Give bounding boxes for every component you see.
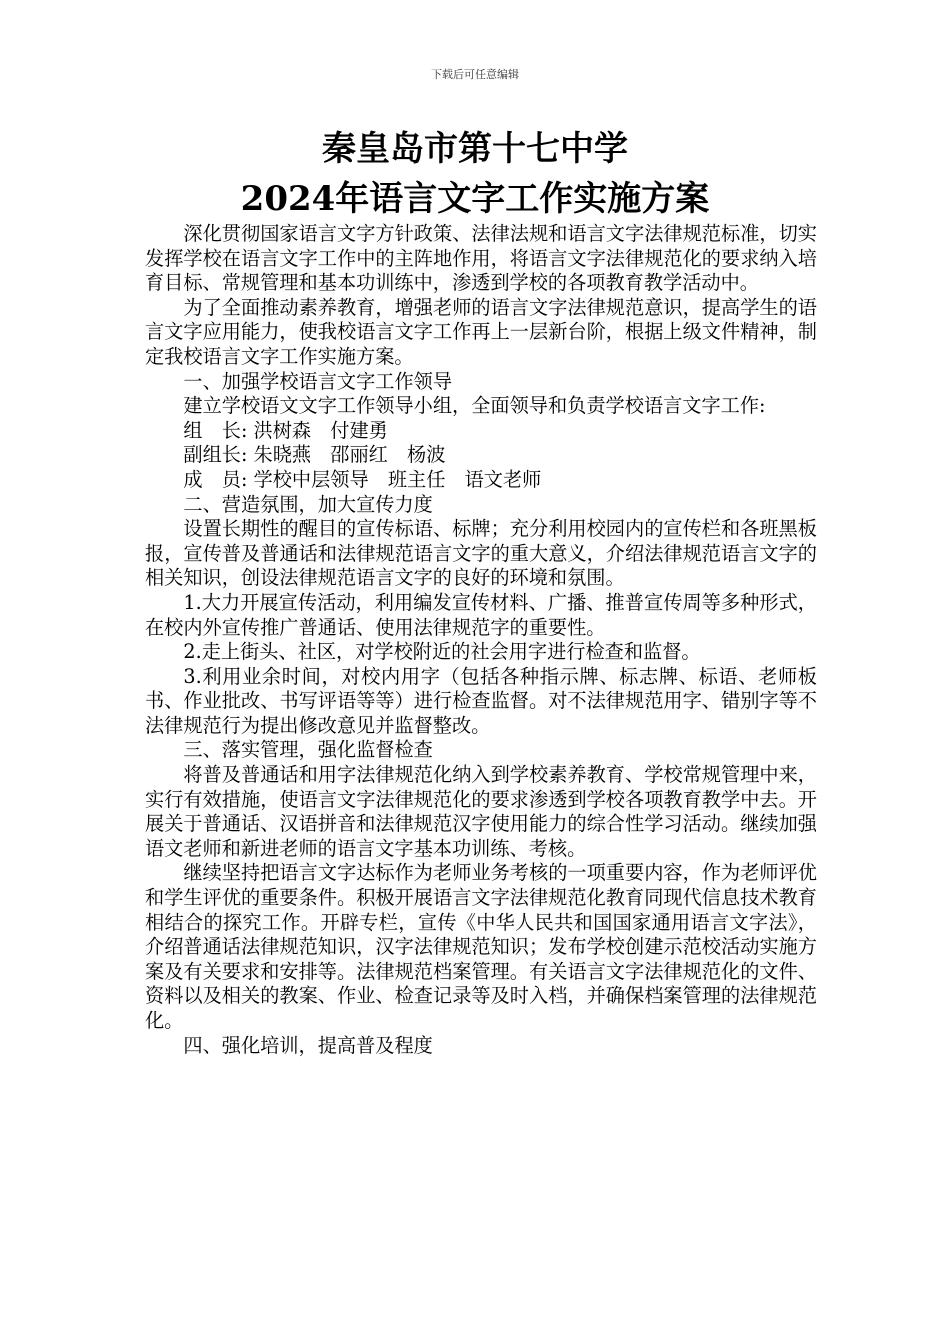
list-item: 2.走上街头、社区，对学校附近的社会用字进行检查和监督。 xyxy=(183,640,701,664)
list-item: 1.大力开展宣传活动，利用编发宣传材料、广播、推普宣传周等多种形式，在校内外宣传推广普通话、使用法律规范字的重要性。 xyxy=(145,590,817,639)
paragraph: 深化贯彻国家语言文字方针政策、法律法规和语言文字法律规范标准，切实发挥学校在语言文字工作中的主阵地作用，将语言文字法律规范化的要求纳入培育目标、常规管理和基本功训练中，渗透到学校的各项教育教学活动中。 xyxy=(145,222,817,295)
section-heading: 二、营造氛围，加大宣传力度 xyxy=(183,492,433,516)
member-line: 组 长: 洪树森 付建勇 xyxy=(183,418,388,442)
section-heading: 一、加强学校语言文字工作领导 xyxy=(183,369,453,393)
member-line: 成 员: 学校中层领导 班主任 语文老师 xyxy=(183,467,542,491)
document-title-line-1: 秦皇岛市第十七中学 xyxy=(322,129,628,169)
section-heading: 三、落实管理，强化监督检查 xyxy=(183,738,433,762)
paragraph: 为了全面推动素养教育，增强老师的语言文字法律规范意识，提高学生的语言文字应用能力，使我校语言文字工作再上一层新台阶，根据上级文件精神，制定我校语言文字工作实施方案。 xyxy=(145,295,817,368)
member-line: 副组长: 朱晓燕 邵丽红 杨波 xyxy=(183,443,446,467)
paragraph: 设置长期性的醒目的宣传标语、标牌；充分利用校园内的宣传栏和各班黑板报，宣传普及普通话和法律规范语言文字的重大意义，介绍法律规范语言文字的相关知识，创设法律规范语言文字的良好的环境和氛围。 xyxy=(145,517,817,590)
document-title-line-2: 2024年语言文字工作实施方案 xyxy=(240,179,710,219)
paragraph: 建立学校语文文字工作领导小组，全面领导和负责学校语言文字工作: xyxy=(183,394,766,418)
paragraph: 将普及普通话和用字法律规范化纳入到学校素养教育、学校常规管理中来，实行有效措施，使语言文字法律规范化的要求渗透到学校各项教育教学中去。开展关于普通话、汉语拼音和法律规范汉字使用能力的综合性学习活动。继续加强语文老师和新进老师的语言文字基本功训练、考核。 xyxy=(145,763,817,860)
paragraph: 继续坚持把语言文字达标作为老师业务考核的一项重要内容，作为老师评优和学生评优的重要条件。积极开展语言文字法律规范化教育同现代信息技术教育相结合的探究工作。开辟专栏，宣传《中华人民共和国国家通用语言文字法》，介绍普通话法律规范知识，汉字法律规范知识；发布学校创建示范校活动实施方案及有关要求和安排等。法律规范档案管理。有关语言文字法律规范化的文件、资料以及相关的教案、作业、检查记录等及时入档，并确保档案管理的法律规范化。 xyxy=(145,861,817,1032)
header-note: 下载后可任意编辑 xyxy=(431,68,519,81)
document-body xyxy=(145,222,817,1058)
section-heading: 四、强化培训，提高普及程度 xyxy=(183,1033,433,1057)
list-item: 3.利用业余时间，对校内用字（包括各种指示牌、标志牌、标语、老师板书、作业批改、书写评语等等）进行检查监督。对不法律规范用字、错别字等不法律规范行为提出修改意见并监督整改。 xyxy=(145,664,817,737)
